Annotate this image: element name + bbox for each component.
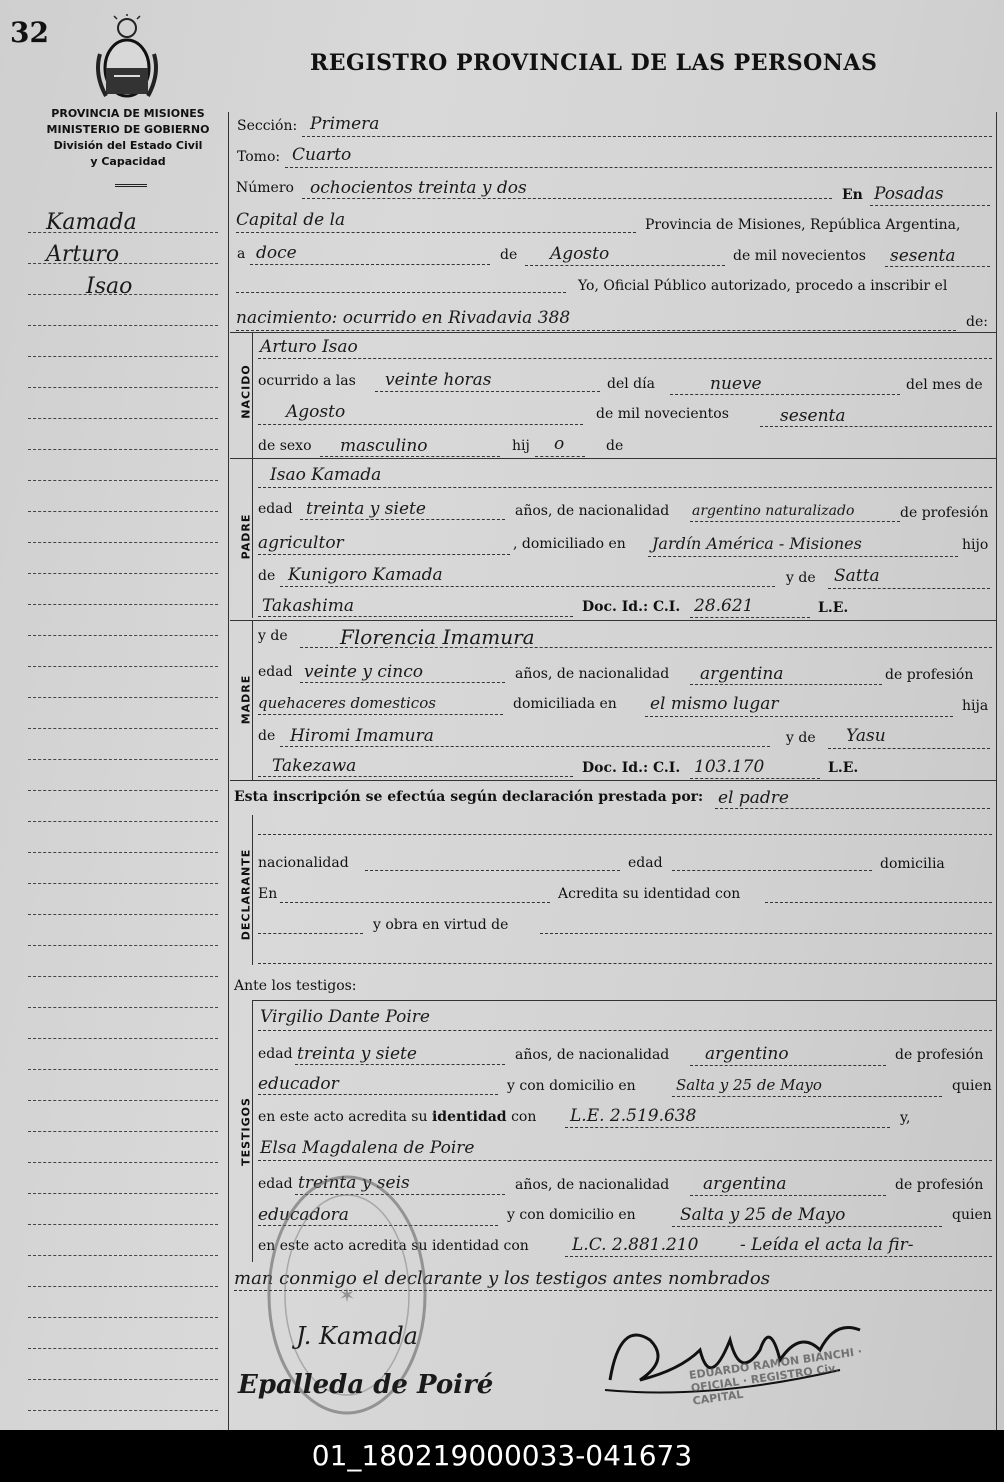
line-t1-doc: [565, 1127, 890, 1128]
margin-surname: Kamada: [46, 210, 137, 235]
margin-rule-line: [28, 728, 218, 729]
header-divider: [115, 184, 147, 187]
value-madre-edad: veinte y cinco: [304, 662, 424, 682]
line-padre-y-de2: [258, 616, 573, 617]
frame-right: [996, 112, 997, 1430]
margin-rule-line: [28, 697, 218, 698]
official-stamp-text: EDUARDO RAMON BIANCHI · OFICIAL · REGISTRO Civ. CAPITAL: [688, 1344, 863, 1408]
margin-rule-line: [28, 1069, 218, 1070]
label-hijo: hijo: [962, 537, 989, 553]
value-t2-dom: Salta y 25 de Mayo: [680, 1205, 846, 1225]
issuing-office: PROVINCIA DE MISIONES MINISTERIO DE GOBIERNO División del Estado Civil y Capacidad: [46, 107, 210, 168]
label-t2-prof: de profesión: [895, 1177, 984, 1193]
line-padre-hijo-de: [280, 586, 775, 587]
line-madre-y-de: [828, 748, 990, 749]
line-nacido-nombre: [258, 358, 992, 359]
page-number: 32: [10, 16, 49, 49]
value-madre-nombre: Florencia Imamura: [340, 625, 535, 649]
margin-rule-line: [28, 1100, 218, 1101]
label-yo: Yo, Oficial Público autorizado, procedo a inscribir el: [578, 278, 948, 294]
frame-left: [228, 112, 229, 1430]
line-capital: [236, 232, 636, 233]
label-t2-quien: quien: [952, 1207, 992, 1223]
line-padre-nombre: [258, 487, 992, 488]
line-decl-en: [280, 902, 550, 903]
line-t2-dom: [672, 1226, 942, 1227]
value-madre-prof: quehaceres domesticos: [258, 694, 436, 712]
coat-of-arms-icon: [92, 14, 162, 102]
value-madre-y-de: Yasu: [846, 726, 886, 746]
line-padre-edad: [300, 519, 505, 520]
margin-rule-line: [28, 759, 218, 760]
margin-rule-line: [28, 1038, 218, 1039]
label-madre-doc: Doc. Id.: C.I.: [582, 760, 681, 776]
margin-rule-line: [28, 914, 218, 915]
label-t1-quien: quien: [952, 1078, 992, 1094]
line-hora: [375, 391, 600, 392]
line-madre-y-de2: [258, 776, 573, 777]
value-madre-dom: el mismo lugar: [650, 694, 779, 714]
line-inscribir: [236, 330, 956, 331]
value-mes: Agosto: [550, 244, 610, 264]
line-madre-hija-de: [280, 746, 770, 747]
label-madre: MADRE: [239, 674, 253, 725]
line-decl-edad: [672, 870, 872, 871]
margin-rule-line: [28, 480, 218, 481]
label-ocurrido: ocurrido a las: [258, 373, 356, 389]
label-de: de: [500, 247, 518, 263]
value-inscribir: nacimiento: ocurrido en Rivadavia 388: [236, 308, 571, 328]
value-tomo: Cuarto: [292, 145, 352, 165]
margin-rule-line: [28, 325, 218, 326]
margin-second-name: Isao: [86, 274, 133, 299]
label-padre-le: L.E.: [818, 600, 849, 616]
label-padre-y-de: y de: [786, 570, 816, 586]
line-t1-edad: [295, 1064, 505, 1065]
margin-rule-line: [28, 511, 218, 512]
label-decl-edad: edad: [628, 855, 663, 871]
image-caption: 01_180219000033-041673: [0, 1430, 1004, 1482]
value-seccion: Primera: [310, 114, 380, 134]
value-padre-y-de: Satta: [834, 566, 880, 586]
value-t1-edad: treinta y siete: [297, 1044, 417, 1064]
line-dia-nac: [670, 394, 900, 395]
value-t2-doc: L.C. 2.881.210: [572, 1235, 699, 1255]
value-t2-prof: educadora: [258, 1205, 349, 1225]
value-cierre: man conmigo el declarante y los testigos antes nombrados: [234, 1268, 770, 1289]
value-capital: Capital de la: [236, 210, 346, 230]
margin-first-name: Arturo: [46, 242, 120, 267]
label-sexo: de sexo: [258, 438, 312, 454]
line-seccion: [302, 136, 992, 137]
svg-text:✶: ✶: [338, 1283, 356, 1307]
label-ante-testigos: Ante los testigos:: [234, 978, 357, 994]
value-padre-y-de2: Takashima: [262, 596, 354, 616]
label-madre-le: L.E.: [828, 760, 859, 776]
label-madre-de: de: [258, 728, 276, 744]
line-en: [870, 205, 990, 206]
value-t1-nombre: Virgilio Dante Poire: [260, 1007, 430, 1027]
label-del-dia: del día: [607, 376, 655, 392]
value-padre-nombre: Isao Kamada: [270, 465, 382, 485]
margin-rule-line: [28, 449, 218, 450]
value-dia: doce: [256, 243, 297, 263]
value-padre-hijo-de: Kunigoro Kamada: [288, 565, 443, 585]
label-t1-dom: y con domicilio en: [507, 1078, 636, 1094]
value-t2-nac: argentina: [703, 1174, 787, 1194]
line-madre-nac: [690, 684, 882, 685]
line-madre-prof: [258, 714, 503, 715]
margin-rule-line: [28, 1255, 218, 1256]
label-testigos: TESTIGOS: [239, 1097, 253, 1166]
value-padre-prof: agricultor: [258, 533, 344, 553]
value-dia-nac: nueve: [710, 374, 762, 394]
line-t1-prof: [258, 1094, 498, 1095]
line-t1-nombre: [258, 1030, 992, 1031]
line-sexo: [320, 456, 500, 457]
label-decl-acredita: Acredita su identidad con: [558, 886, 741, 902]
value-mes-nac: Agosto: [286, 402, 346, 422]
line-hij: [535, 456, 585, 457]
label-de-mil: de mil novecientos: [733, 248, 866, 264]
margin-rule-line: [28, 1007, 218, 1008]
line-decl-nac: [365, 870, 620, 871]
rule-testigos: [252, 1000, 996, 1001]
margin-rule-line: [28, 790, 218, 791]
margin-rule-line: [28, 1193, 218, 1194]
label-decl-domicilia: domicilia: [880, 856, 945, 872]
value-madre-ci: 103.170: [694, 757, 765, 777]
label-provincia: Provincia de Misiones, República Argentina,: [645, 217, 961, 233]
value-madre-y-de2: Takezawa: [272, 756, 357, 776]
label-t2-acto: en este acto acredita su identidad con: [258, 1238, 529, 1254]
line-numero: [302, 198, 832, 199]
value-en: Posadas: [874, 184, 944, 204]
label-domiciliado: , domiciliado en: [513, 536, 626, 552]
label-nacido: NACIDO: [239, 364, 253, 419]
margin-rule-line: [28, 976, 218, 977]
label-padre: PADRE: [239, 513, 253, 560]
value-madre-hija-de: Hiromi Imamura: [290, 726, 434, 746]
label-madre-anos: años, de nacionalidad: [515, 666, 670, 682]
label-madre-y-de: y de: [258, 628, 288, 644]
label-decl-obra: y obra en virtud de: [373, 917, 509, 933]
rule-2: [230, 458, 996, 459]
value-t1-dom: Salta y 25 de Mayo: [676, 1076, 822, 1094]
line-madre-dom: [645, 716, 953, 717]
label-a: a: [237, 246, 246, 262]
label-t1-y: y,: [900, 1110, 911, 1126]
margin-rule-line: [28, 666, 218, 667]
value-t2-leida: - Leída el acta la fir-: [740, 1235, 914, 1255]
label-decl-nacionalidad: nacionalidad: [258, 855, 349, 871]
line-padre-dom: [648, 556, 958, 557]
margin-rule-line: [28, 1286, 218, 1287]
label-madre-y-de2: y de: [786, 730, 816, 746]
line-t1-nac: [690, 1065, 886, 1066]
signature-testigo: Epalleda de Poiré: [238, 1370, 494, 1400]
line-padre-prof: [258, 554, 510, 555]
label-hij: hij: [512, 438, 530, 454]
label-t2-edad: edad: [258, 1176, 293, 1192]
label-t2-dom: y con domicilio en: [507, 1207, 636, 1223]
label-numero: Número: [236, 180, 294, 196]
margin-rule-line: [28, 1348, 218, 1349]
value-t1-prof: educador: [258, 1074, 339, 1094]
line-t2-nac: [690, 1195, 886, 1196]
line-anio: [885, 266, 990, 267]
line-t1-dom: [672, 1096, 942, 1097]
value-t1-nac: argentino: [705, 1044, 789, 1064]
margin-rule-line: [28, 294, 218, 295]
value-nacido-nombre: Arturo Isao: [260, 337, 358, 357]
value-anio-nac: sesenta: [780, 406, 846, 426]
margin-rule-line: [28, 263, 218, 264]
margin-rule-line: [28, 542, 218, 543]
line-mes: [525, 265, 725, 266]
line-dia: [250, 264, 490, 265]
margin-rule-line: [28, 821, 218, 822]
label-seccion: Sección:: [237, 118, 298, 134]
label-madre-edad: edad: [258, 664, 293, 680]
margin-rule-line: [28, 573, 218, 574]
line-tomo: [285, 167, 992, 168]
label-padre-anos: años, de nacionalidad: [515, 503, 670, 519]
line-decl-pre: [258, 933, 363, 934]
margin-rule-line: [28, 604, 218, 605]
label-t2-anos: años, de nacionalidad: [515, 1177, 670, 1193]
value-t1-doc: L.E. 2.519.638: [570, 1106, 697, 1126]
line-mes-nac: [258, 424, 583, 425]
label-de-mil2: de mil novecientos: [596, 406, 729, 422]
line-decl-obra: [540, 933, 992, 934]
line-t2-nombre: [258, 1160, 992, 1161]
line-madre-edad: [300, 682, 505, 683]
margin-rule-line: [28, 387, 218, 388]
margin-rule-line: [28, 1224, 218, 1225]
margin-rule-line: [28, 1379, 218, 1380]
rule-1: [230, 332, 996, 333]
margin-rule-line: [28, 1131, 218, 1132]
label-domiciliada: domiciliada en: [513, 696, 617, 712]
label-declarante: DECLARANTE: [239, 848, 253, 941]
line-yo: [236, 292, 566, 293]
value-t2-edad: treinta y seis: [298, 1173, 410, 1193]
margin-rule-line: [28, 883, 218, 884]
label-de-colon: de:: [966, 314, 988, 330]
margin-rule-line: [28, 852, 218, 853]
line-anio-nac: [760, 426, 992, 427]
line-decl-acredita: [765, 902, 992, 903]
label-del-mes: del mes de: [906, 377, 983, 393]
value-anio: sesenta: [890, 246, 956, 266]
label-esta-inscripcion: Esta inscripción se efectúa según declaración prestada por:: [234, 789, 704, 805]
label-madre-prof: de profesión: [885, 667, 974, 683]
margin-rule-line: [28, 1317, 218, 1318]
rule-3: [230, 620, 996, 621]
line-padre-nac: [690, 521, 900, 522]
margin-rule-line: [28, 418, 218, 419]
label-padre-de: de: [258, 568, 276, 584]
margin-rule-line: [28, 635, 218, 636]
label-tomo: Tomo:: [237, 149, 281, 165]
label-padre-doc: Doc. Id.: C.I.: [582, 599, 681, 615]
value-padre-nac: argentino naturalizado: [692, 503, 855, 519]
margin-rule-line: [28, 1410, 218, 1411]
value-padre-edad: treinta y siete: [306, 499, 426, 519]
margin-rule-line: [28, 356, 218, 357]
label-t1-edad: edad: [258, 1046, 293, 1062]
document-title: REGISTRO PROVINCIAL DE LAS PERSONAS: [310, 50, 878, 76]
value-declarante: el padre: [718, 788, 789, 808]
line-declarante: [715, 808, 990, 809]
value-hora: veinte horas: [385, 370, 492, 390]
line-padre-ci: [690, 617, 810, 618]
line-t2-doc: [565, 1256, 992, 1257]
value-padre-ci: 28.621: [694, 596, 754, 616]
value-sexo: masculino: [340, 436, 428, 456]
line-decl-1: [258, 834, 992, 835]
margin-rule-line: [28, 945, 218, 946]
line-madre-ci: [690, 778, 820, 779]
label-t1-anos: años, de nacionalidad: [515, 1047, 670, 1063]
value-hij: o: [554, 434, 565, 454]
label-padre-edad: edad: [258, 501, 293, 517]
margin-rule-line: [28, 232, 218, 233]
margin-rule-line: [28, 1162, 218, 1163]
signature-declarante: J. Kamada: [296, 1322, 418, 1350]
label-t1-acto: en este acto acredita su identidad con: [258, 1109, 537, 1125]
line-padre-y-de: [828, 588, 990, 589]
label-de2: de: [606, 438, 624, 454]
value-numero: ochocientos treinta y dos: [310, 178, 527, 198]
label-padre-prof: de profesión: [900, 505, 989, 521]
label-t1-prof: de profesión: [895, 1047, 984, 1063]
value-padre-dom: Jardín América - Misiones: [652, 534, 862, 553]
value-madre-nac: argentina: [700, 664, 784, 684]
value-t2-nombre: Elsa Magdalena de Poire: [260, 1138, 475, 1158]
rule-4: [230, 780, 996, 781]
label-hija: hija: [962, 698, 989, 714]
label-en: En: [842, 187, 863, 203]
label-decl-en: En: [258, 886, 278, 902]
line-decl-end: [258, 963, 992, 964]
